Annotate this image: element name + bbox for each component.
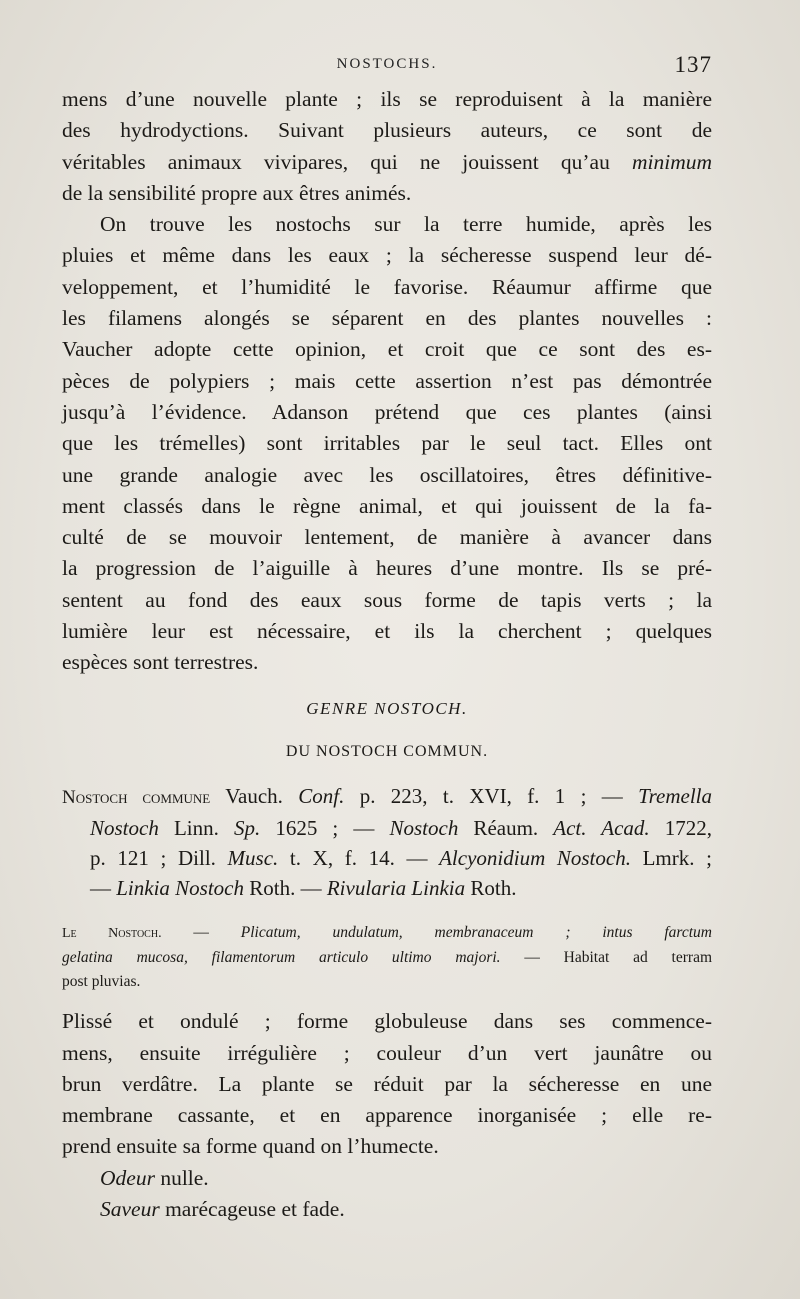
- text-run: — Habitat ad terram: [500, 949, 713, 967]
- text-run: Roth.: [465, 876, 517, 901]
- text-run: p. 121 ; Dill.: [90, 846, 228, 871]
- italic-term: minimum: [631, 149, 712, 174]
- text-line: des hydrodyctions. Suivant plusieurs auteurs, ce sont de: [62, 118, 712, 143]
- text-line: une grande analogie avec les oscillatoires, êtres définitive-: [62, 462, 712, 487]
- saveur-value: marécageuse et fade.: [159, 1197, 345, 1222]
- text-run: Lmrk. ;: [630, 846, 712, 871]
- species-heading: DU NOSTOCH COMMUN.: [285, 742, 489, 760]
- italic-term: Nostoch: [389, 816, 459, 841]
- text-run: t. X, f. 14. —: [278, 846, 440, 871]
- text-run: Roth. —: [244, 876, 327, 901]
- text-line: espèces sont terrestres.: [62, 650, 259, 675]
- text-line: les filamens alongés se séparent en des plantes nouvelles :: [62, 306, 712, 331]
- text-line: ment classés dans le règne animal, et qui jouissent de la fa-: [62, 493, 712, 518]
- latin-line: post pluvias.: [62, 973, 141, 991]
- italic-term: Conf.: [298, 784, 345, 809]
- paragraph-2: [62, 209, 712, 678]
- italic-term: Alcyonidium Nostoch.: [439, 846, 631, 871]
- odeur-line: [62, 1163, 712, 1194]
- synonym-line: [62, 843, 712, 873]
- text-line: [62, 147, 712, 178]
- text-line: Vaucher adopte cette opinion, et croit que ce sont des es-: [62, 337, 712, 362]
- saveur-label: Saveur: [100, 1197, 160, 1222]
- running-head: NOSTOCHS.: [336, 56, 438, 72]
- text-run: Linn.: [158, 816, 234, 841]
- paragraph-1: [62, 84, 712, 209]
- species-name: Nostoch commune: [62, 787, 211, 809]
- species-name: Le Nostoch.: [62, 926, 162, 942]
- text-run: —: [90, 876, 117, 901]
- text-run: 1722,: [649, 816, 712, 841]
- description: [62, 1006, 712, 1225]
- text-line: prend ensuite sa forme quand on l’humecte.: [62, 1134, 439, 1159]
- page-header: [62, 52, 712, 82]
- italic-term: Act. Acad.: [553, 816, 650, 841]
- synonymy-block: [62, 781, 712, 903]
- text-line: Plissé et ondulé ; forme globuleuse dans ses commence-: [62, 1009, 712, 1034]
- text-run: p. 223, t. XVI, f. 1 ; —: [344, 784, 639, 809]
- text-line: membrane cassante, et en apparence inorganisée ; elle re-: [62, 1103, 712, 1128]
- latin-line: [62, 946, 712, 970]
- text-line: culté de se mouvoir lentement, de manière à avancer dans: [62, 525, 712, 550]
- text-line: brun verdâtre. La plante se réduit par la sécheresse en une: [62, 1071, 712, 1096]
- text-run: Réaum.: [458, 816, 554, 841]
- odeur-label: Odeur: [100, 1165, 155, 1190]
- text-line: pèces de polypiers ; mais cette assertion n’est pas démontrée: [62, 368, 712, 393]
- latin-line: [62, 921, 712, 946]
- text-run: 1625 ; —: [260, 816, 390, 841]
- text-line: mens, ensuite irrégulière ; couleur d’un vert jaunâtre ou: [62, 1040, 712, 1065]
- synonym-line: [62, 781, 712, 813]
- text-run: véritables animaux vivipares, qui ne jouissent qu’au: [62, 149, 632, 174]
- italic-term: Rivularia Linkia: [326, 876, 466, 901]
- saveur-line: [62, 1194, 712, 1225]
- italic-term: Tremella: [638, 784, 712, 809]
- italic-term: Nostoch: [90, 816, 159, 841]
- text-line: de la sensibilité propre aux êtres animés.: [62, 180, 412, 205]
- text-line: lumière leur est nécessaire, et ils la cherchent ; quelques: [62, 619, 712, 644]
- odeur-value: nulle.: [154, 1165, 209, 1190]
- synonym-line: [62, 873, 712, 903]
- italic-term: Sp.: [233, 816, 261, 841]
- genre-heading: GENRE NOSTOCH.: [306, 698, 468, 718]
- italic-term: Plicatum, undulatum, membranaceum ; intus farctum: [240, 924, 712, 942]
- italic-term: gelatina mucosa, filamentorum articulo ultimo majori.: [62, 949, 501, 967]
- text-line: On trouve les nostochs sur la terre humide, après les: [100, 212, 712, 237]
- text-line: sentent au fond des eaux sous forme de tapis verts ; la: [62, 587, 712, 612]
- body-text: [62, 84, 712, 1225]
- text-line: veloppement, et l’humidité le favorise. Réaumur affirme que: [62, 274, 712, 299]
- text-run: Vauch.: [210, 784, 299, 809]
- text-line: la progression de l’aiguille à heures d’une montre. Ils se pré-: [62, 556, 712, 581]
- synonym-line: [62, 813, 712, 843]
- italic-term: Musc.: [227, 846, 279, 871]
- text-line: jusqu’à l’évidence. Adanson prétend que ces plantes (ainsi: [62, 399, 712, 424]
- page-number: 137: [674, 52, 712, 77]
- italic-term: Linkia Nostoch: [116, 876, 245, 901]
- text-line: pluies et même dans les eaux ; la sécheresse suspend leur dé-: [62, 243, 712, 268]
- text-run: —: [161, 924, 241, 942]
- text-line: que les trémelles) sont irritables par le seul tact. Elles ont: [62, 431, 712, 456]
- latin-diagnosis: [62, 921, 712, 994]
- text-line: mens d’une nouvelle plante ; ils se reproduisent à la manière: [62, 87, 712, 111]
